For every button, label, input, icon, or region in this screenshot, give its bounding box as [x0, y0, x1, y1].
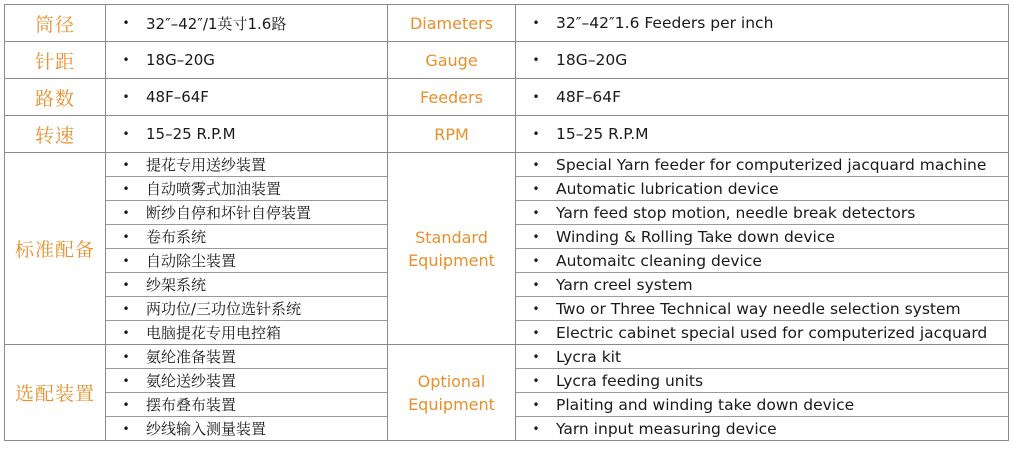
cn-standard-item-text: 卷布系统: [146, 228, 207, 246]
bullet-icon: •: [532, 157, 540, 172]
en-optional-item-text: Yarn input measuring device: [556, 419, 777, 438]
en-value-diameters: [516, 5, 1009, 42]
cn-optional-item-text: 氨纶准备装置: [146, 348, 237, 366]
bullet-icon: •: [122, 397, 130, 412]
bullet-icon: •: [532, 205, 540, 220]
en-label-rpm: RPM: [388, 116, 516, 153]
en-label-diameters: Diameters: [388, 5, 516, 42]
en-standard-item: [516, 320, 1008, 344]
bullet-icon: •: [532, 181, 540, 196]
bullet-icon: •: [532, 253, 540, 268]
cn-optional-item-text: 摆布叠布装置: [146, 396, 237, 414]
bullet-icon: •: [122, 16, 130, 30]
cn-standard-item: [106, 224, 387, 248]
en-standard-item: [516, 153, 1008, 176]
cn-standard-item-text: 自动喷雾式加油装置: [146, 180, 282, 198]
bullet-icon: •: [532, 349, 540, 364]
cn-standard-item: [106, 272, 387, 296]
en-value-gauge: [516, 42, 1009, 79]
bullet-icon: •: [532, 53, 540, 67]
spec-row-diameters: [5, 5, 1009, 42]
bullet-icon: •: [122, 373, 130, 388]
en-value-rpm: [516, 116, 1009, 153]
en-standard-item-text: Yarn feed stop motion, needle break detectors: [556, 203, 916, 222]
en-standard-item-text: Electric cabinet special used for computerized jacquard: [556, 323, 988, 342]
cn-label-feeders: 路数: [5, 79, 106, 116]
en-standard-item-text: Automaitc cleaning device: [556, 251, 762, 270]
bullet-icon: •: [122, 53, 130, 67]
cn-value-text: 48F–64F: [146, 88, 209, 106]
cn-standard-item: [106, 320, 387, 344]
en-optional-item-text: Lycra feeding units: [556, 371, 704, 390]
cn-standard-list: [106, 153, 388, 345]
en-standard-item: [516, 200, 1008, 224]
en-standard-item-text: Two or Three Technical way needle selection system: [556, 299, 961, 318]
en-standard-item-text: Special Yarn feeder for computerized jacquard machine: [556, 155, 987, 174]
bullet-icon: •: [122, 349, 130, 364]
en-standard-item: [516, 272, 1008, 296]
en-value-text: 18G–20G: [556, 51, 628, 69]
cn-standard-item-text: 断纱自停和坏针自停装置: [146, 204, 312, 222]
cn-optional-list: [106, 345, 388, 441]
cn-value-gauge: [106, 42, 388, 79]
en-standard-item: [516, 176, 1008, 200]
cn-label-diameters: 筒径: [5, 5, 106, 42]
en-label-standard-line2: Equipment: [408, 250, 495, 270]
en-standard-item: [516, 296, 1008, 320]
en-value-text: 32″–42″1.6 Feeders per inch: [556, 14, 774, 32]
bullet-icon: •: [122, 421, 130, 436]
cn-label-gauge: 针距: [5, 42, 106, 79]
bullet-icon: •: [122, 157, 130, 172]
cn-standard-item: [106, 153, 387, 176]
en-standard-item: [516, 224, 1008, 248]
bullet-icon: •: [532, 90, 540, 104]
en-optional-item: [516, 345, 1008, 368]
bullet-icon: •: [532, 277, 540, 292]
en-optional-item-text: Lycra kit: [556, 347, 622, 366]
en-label-gauge: Gauge: [388, 42, 516, 79]
bullet-icon: •: [532, 397, 540, 412]
bullet-icon: •: [532, 229, 540, 244]
spec-row-standard-equipment: [5, 153, 1009, 345]
cn-value-rpm: [106, 116, 388, 153]
cn-standard-item-text: 纱架系统: [146, 276, 207, 294]
spec-table: [4, 4, 1009, 441]
cn-standard-item: [106, 200, 387, 224]
en-value-feeders: [516, 79, 1009, 116]
en-standard-item-text: Winding & Rolling Take down device: [556, 227, 835, 246]
spec-row-rpm: [5, 116, 1009, 153]
spec-row-feeders: [5, 79, 1009, 116]
bullet-icon: •: [532, 16, 540, 30]
en-label-standard: [388, 153, 516, 345]
en-optional-item: [516, 416, 1008, 440]
en-label-feeders: Feeders: [388, 79, 516, 116]
cn-standard-item-text: 提花专用送纱装置: [146, 156, 267, 174]
bullet-icon: •: [532, 373, 540, 388]
en-standard-item-text: Automatic lubrication device: [556, 179, 779, 198]
cn-label-standard: 标准配备: [5, 153, 106, 345]
spec-row-gauge: [5, 42, 1009, 79]
cn-standard-item: [106, 248, 387, 272]
bullet-icon: •: [122, 127, 130, 141]
cn-value-text: 15–25 R.P.M: [146, 125, 236, 143]
cn-value-text: 18G–20G: [146, 51, 215, 69]
cn-value-feeders: [106, 79, 388, 116]
cn-optional-item: [106, 416, 387, 440]
cn-label-rpm: 转速: [5, 116, 106, 153]
en-optional-item-text: Plaiting and winding take down device: [556, 395, 855, 414]
cn-optional-item-text: 纱线输入测量装置: [146, 420, 267, 438]
cn-label-optional: 选配装置: [5, 345, 106, 441]
bullet-icon: •: [122, 253, 130, 268]
bullet-icon: •: [532, 127, 540, 141]
en-standard-item-text: Yarn creel system: [556, 275, 693, 294]
cn-optional-item: [106, 345, 387, 368]
en-label-optional-line1: Optional: [417, 371, 486, 391]
cn-optional-item: [106, 368, 387, 392]
bullet-icon: •: [532, 301, 540, 316]
spec-row-optional-equipment: [5, 345, 1009, 441]
bullet-icon: •: [122, 325, 130, 340]
bullet-icon: •: [122, 229, 130, 244]
cn-optional-item: [106, 392, 387, 416]
bullet-icon: •: [122, 181, 130, 196]
bullet-icon: •: [122, 277, 130, 292]
bullet-icon: •: [122, 205, 130, 220]
en-optional-item: [516, 392, 1008, 416]
en-optional-list: [516, 345, 1009, 441]
cn-standard-item: [106, 176, 387, 200]
cn-optional-item-text: 氨纶送纱装置: [146, 372, 237, 390]
en-standard-item: [516, 248, 1008, 272]
bullet-icon: •: [122, 301, 130, 316]
cn-standard-item-text: 两功位/三功位选针系统: [146, 300, 302, 318]
en-value-text: 48F–64F: [556, 88, 622, 106]
bullet-icon: •: [532, 325, 540, 340]
en-label-optional: [388, 345, 516, 441]
cn-standard-item-text: 自动除尘装置: [146, 252, 237, 270]
bullet-icon: •: [532, 421, 540, 436]
cn-value-diameters: [106, 5, 388, 42]
en-label-optional-line2: Equipment: [408, 394, 495, 414]
cn-standard-item-text: 电脑提花专用电控箱: [146, 324, 282, 342]
en-optional-item: [516, 368, 1008, 392]
cn-value-text: 32″–42″/1英寸1.6路: [146, 14, 287, 33]
cn-standard-item: [106, 296, 387, 320]
en-value-text: 15–25 R.P.M: [556, 125, 649, 143]
en-standard-list: [516, 153, 1009, 345]
bullet-icon: •: [122, 90, 130, 104]
en-label-standard-line1: Standard: [415, 227, 488, 247]
